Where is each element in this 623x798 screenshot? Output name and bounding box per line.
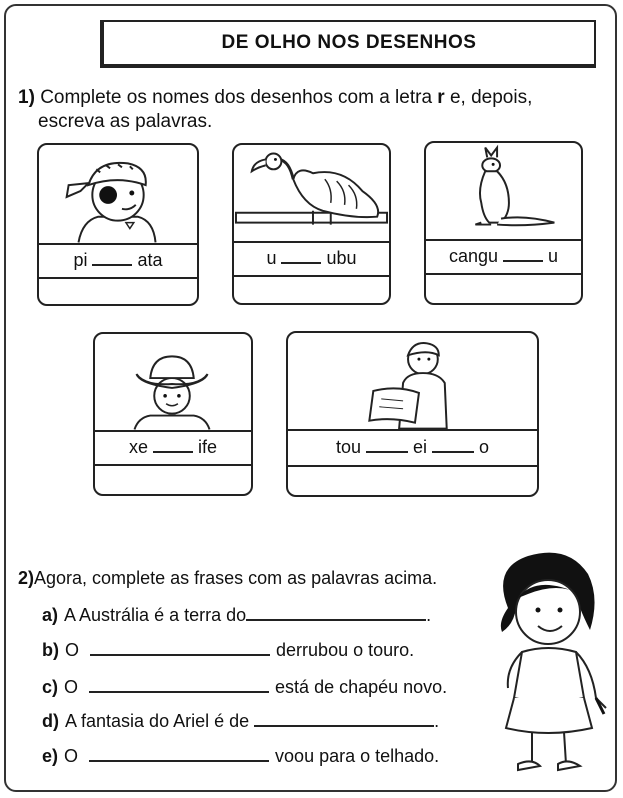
item-text: derrubou o touro. bbox=[276, 640, 415, 660]
item-text: A Austrália é a terra do bbox=[64, 605, 247, 625]
question-2 bbox=[18, 568, 437, 589]
answer-blank[interactable] bbox=[89, 677, 269, 693]
sheriff-icon bbox=[95, 334, 251, 430]
answer-blank[interactable] bbox=[89, 746, 269, 762]
word-part: pi bbox=[73, 250, 88, 270]
word-part: ei bbox=[413, 437, 428, 457]
pirate-drawing bbox=[39, 145, 197, 245]
kangaroo-drawing bbox=[426, 143, 581, 241]
item-text: voou para o telhado. bbox=[275, 746, 440, 766]
item-letter: e) bbox=[42, 746, 59, 766]
card-kangaroo bbox=[424, 141, 583, 305]
question-1 bbox=[18, 86, 608, 134]
card-pirate-word bbox=[39, 243, 197, 279]
card-sheriff bbox=[93, 332, 253, 496]
sentence-a bbox=[42, 605, 431, 626]
question-1-text-end: e, depois, bbox=[449, 87, 533, 108]
answer-blank[interactable] bbox=[246, 605, 426, 621]
word-part: ubu bbox=[326, 248, 357, 268]
answer-blank[interactable] bbox=[432, 437, 474, 453]
answer-blank[interactable] bbox=[281, 248, 321, 264]
bullfighter-icon bbox=[288, 333, 537, 429]
bullfighter-drawing bbox=[288, 333, 537, 431]
vulture-icon bbox=[234, 145, 389, 241]
card-vulture bbox=[232, 143, 391, 305]
answer-blank[interactable] bbox=[254, 711, 434, 727]
word-part: ife bbox=[198, 437, 218, 457]
card-vulture-word bbox=[234, 241, 389, 277]
word-part: cangu bbox=[448, 246, 498, 266]
item-text: O bbox=[65, 640, 80, 660]
word-part: u bbox=[548, 246, 559, 266]
item-text: O bbox=[64, 677, 79, 697]
answer-blank[interactable] bbox=[503, 246, 543, 262]
card-bullfighter-word bbox=[288, 429, 537, 467]
sentence-c bbox=[42, 677, 447, 698]
card-pirate bbox=[37, 143, 199, 306]
item-text: . bbox=[434, 711, 440, 731]
answer-blank[interactable] bbox=[90, 640, 270, 656]
item-text: A fantasia do Ariel é de bbox=[65, 711, 250, 731]
card-sheriff-word bbox=[95, 430, 251, 466]
vulture-drawing bbox=[234, 145, 389, 243]
item-letter: d) bbox=[42, 711, 59, 731]
answer-blank[interactable] bbox=[366, 437, 408, 453]
title-text: DE OLHO NOS DESENHOS bbox=[221, 32, 477, 53]
question-2-number: 2) bbox=[18, 568, 35, 588]
item-letter: b) bbox=[42, 640, 59, 660]
item-text: está de chapéu novo. bbox=[275, 677, 448, 697]
answer-blank[interactable] bbox=[92, 250, 132, 266]
card-kangaroo-word bbox=[426, 239, 581, 275]
word-part: tou bbox=[335, 437, 361, 457]
question-2-text: Agora, complete as frases com as palavras acima. bbox=[34, 568, 438, 588]
pirate-icon bbox=[39, 145, 197, 243]
item-text: . bbox=[426, 605, 432, 625]
girl-drawing bbox=[488, 548, 610, 784]
sentence-d bbox=[42, 711, 439, 732]
item-text: O bbox=[64, 746, 79, 766]
item-letter: a) bbox=[42, 605, 59, 625]
kangaroo-icon bbox=[426, 143, 581, 239]
sentence-e bbox=[42, 746, 439, 767]
question-1-letter: r bbox=[437, 87, 445, 108]
word-part: o bbox=[479, 437, 490, 457]
word-part: u bbox=[266, 248, 277, 268]
page-title bbox=[100, 20, 596, 68]
sentence-b bbox=[42, 640, 414, 661]
girl-icon bbox=[488, 548, 610, 784]
item-letter: c) bbox=[42, 677, 59, 697]
question-1-text-line2: escreva as palavras. bbox=[38, 111, 213, 132]
question-1-number: 1) bbox=[18, 87, 35, 108]
card-bullfighter bbox=[286, 331, 539, 497]
answer-blank[interactable] bbox=[153, 437, 193, 453]
question-1-text: Complete os nomes dos desenhos com a letra bbox=[40, 87, 433, 108]
word-part: ata bbox=[137, 250, 163, 270]
sheriff-drawing bbox=[95, 334, 251, 432]
word-part: xe bbox=[128, 437, 148, 457]
